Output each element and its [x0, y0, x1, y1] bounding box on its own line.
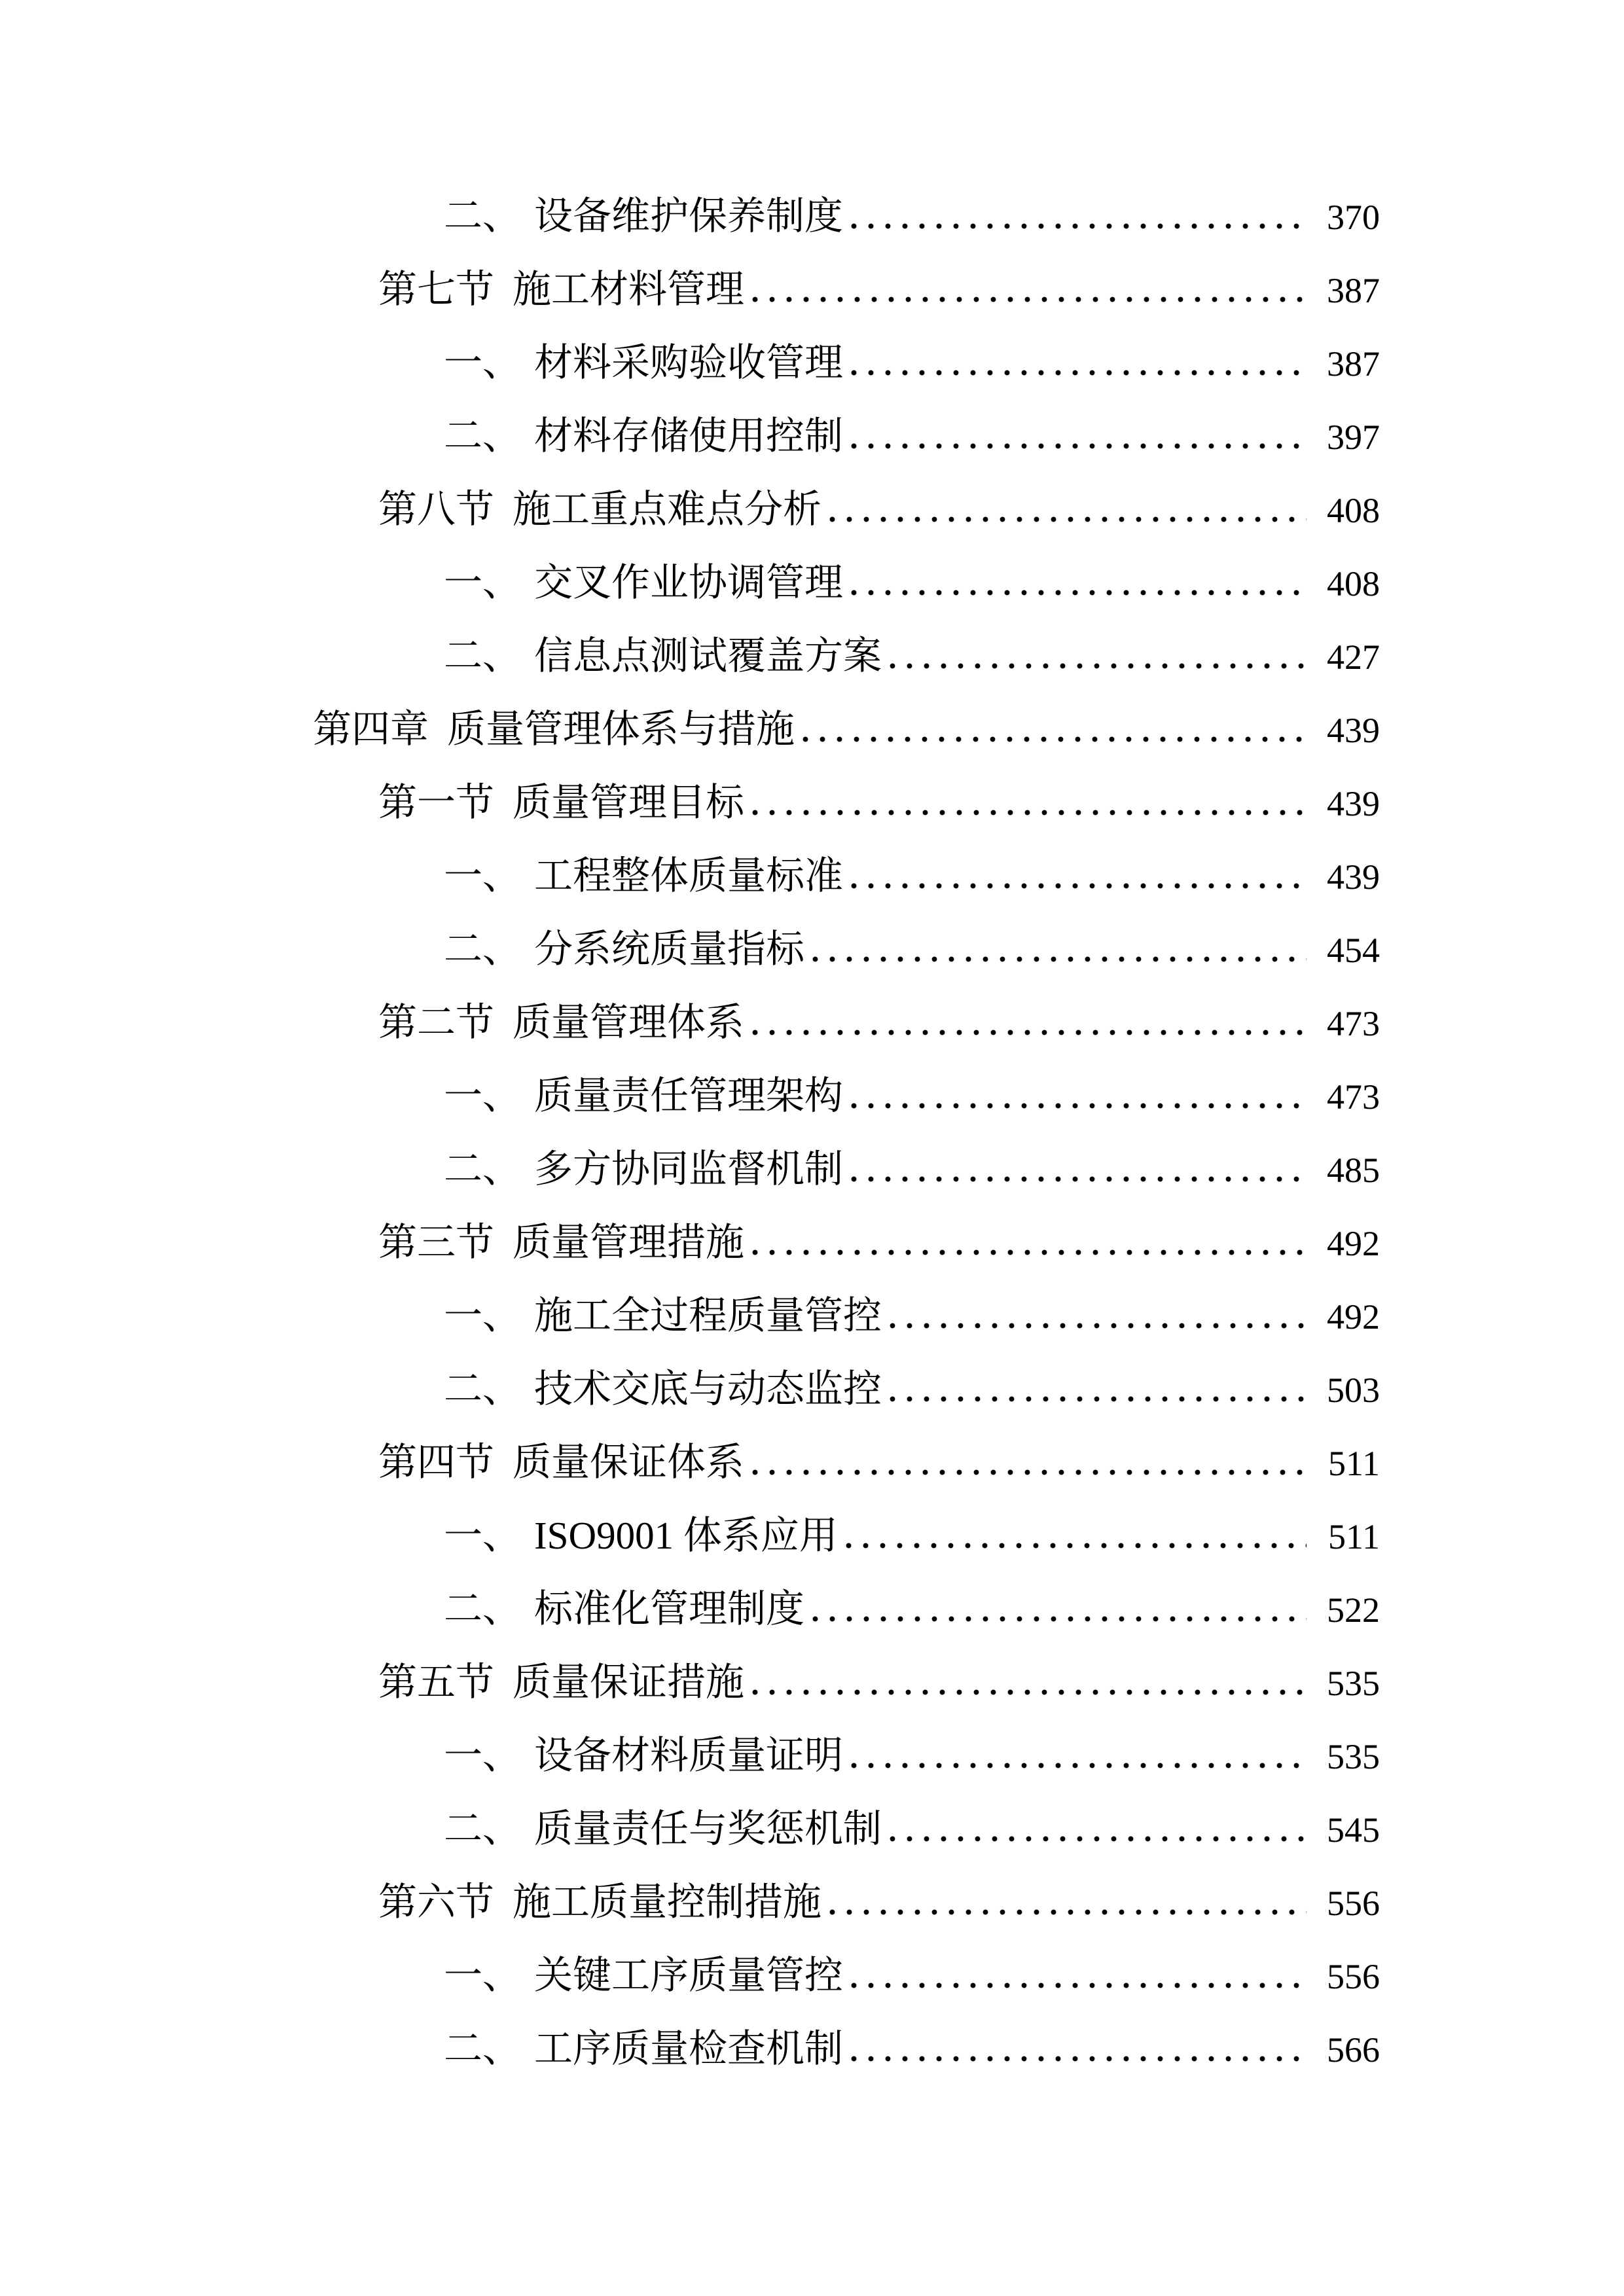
toc-entry-label: 一、 [444, 1734, 522, 1777]
toc-entry-sub[interactable] [313, 1572, 1380, 1645]
toc-entry-label: 二、 [444, 927, 522, 971]
toc-entry-page: 511 [1328, 1517, 1380, 1556]
dot-leader-icon [812, 956, 1307, 962]
toc-entry-label: 第一节 [378, 781, 495, 824]
toc-entry-label: 第三节 [378, 1221, 495, 1264]
toc-entry-page: 473 [1327, 1004, 1380, 1043]
toc-entry-label: 二、 [444, 1807, 522, 1850]
dot-leader-icon [890, 1836, 1307, 1842]
dot-leader-icon [846, 1543, 1307, 1549]
dot-leader-icon [851, 883, 1307, 889]
toc-entry-sub[interactable] [313, 1719, 1380, 1792]
toc-entry-title: 质量责任管理架构 [534, 1074, 844, 1117]
toc-entry-title: 材料存储使用控制 [534, 414, 844, 457]
toc-entry-page: 439 [1327, 857, 1380, 897]
dot-leader-icon [851, 443, 1307, 449]
dot-leader-icon [829, 1909, 1307, 1915]
toc-entry-title: 施工全过程质量管控 [534, 1294, 882, 1337]
toc-entry-label: 一、 [444, 1294, 522, 1337]
toc-entry-sub[interactable] [313, 1352, 1380, 1426]
toc-entry-label: 二、 [444, 1147, 522, 1191]
toc-entry-label: 一、 [444, 561, 522, 604]
toc-entry-page: 492 [1327, 1297, 1380, 1336]
dot-leader-icon [890, 1396, 1307, 1402]
toc-entry-title: 工程整体质量标准 [534, 854, 844, 897]
toc-entry-page: 439 [1327, 711, 1380, 750]
toc-entry-label: 二、 [444, 1367, 522, 1410]
toc-entry-title: 关键工序质量管控 [534, 1954, 844, 1997]
toc-entry-sub[interactable] [313, 1939, 1380, 2012]
dot-leader-icon [752, 1030, 1307, 1035]
toc-entry-page: 473 [1327, 1077, 1380, 1117]
dot-leader-icon [752, 810, 1307, 816]
toc-entry-section[interactable] [313, 1865, 1380, 1939]
toc-entry-title: 分系统质量指标 [534, 927, 805, 971]
toc-entry-label: 第六节 [378, 1880, 495, 1924]
toc-entry-label: 第四节 [378, 1441, 495, 1484]
toc-list [313, 179, 1380, 2085]
toc-entry-label: 第八节 [378, 488, 495, 531]
toc-entry-title: 信息点测试覆盖方案 [534, 634, 882, 677]
toc-entry-page: 370 [1327, 198, 1380, 237]
dot-leader-icon [851, 1176, 1307, 1182]
toc-entry-section[interactable] [313, 766, 1380, 839]
toc-entry-page: 556 [1327, 1957, 1380, 1996]
toc-entry-page: 566 [1327, 2030, 1380, 2070]
toc-entry-label: 二、 [444, 194, 522, 238]
toc-entry-title: 设备材料质量证明 [534, 1734, 844, 1777]
toc-entry-title: 质量保证体系 [513, 1441, 745, 1484]
toc-entry-title: 施工重点难点分析 [513, 488, 822, 531]
toc-entry-page: 408 [1327, 491, 1380, 530]
toc-entry-label: 一、 [444, 1954, 522, 1997]
dot-leader-icon [752, 1249, 1307, 1255]
toc-entry-sub[interactable] [313, 1132, 1380, 1206]
toc-entry-label: 二、 [444, 414, 522, 457]
toc-entry-page: 387 [1327, 271, 1380, 310]
toc-entry-label: 第五节 [378, 1660, 495, 1704]
toc-entry-title: 质量管理措施 [513, 1221, 745, 1264]
dot-leader-icon [890, 1323, 1307, 1329]
toc-entry-page: 427 [1327, 637, 1380, 677]
toc-entry-title: 质量管理体系 [513, 1001, 745, 1044]
toc-entry-label: 一、 [444, 1514, 522, 1557]
toc-entry-page: 556 [1327, 1884, 1380, 1923]
toc-entry-sub[interactable] [313, 1279, 1380, 1352]
toc-entry-label: 第四章 [313, 708, 429, 751]
toc-entry-sub[interactable] [313, 326, 1380, 399]
toc-entry-page: 387 [1327, 344, 1380, 384]
dot-leader-icon [812, 1616, 1307, 1622]
toc-entry-title: 质量管理目标 [513, 781, 745, 824]
toc-entry-section[interactable] [313, 253, 1380, 326]
toc-entry-label: 一、 [444, 1074, 522, 1117]
toc-entry-title: 质量保证措施 [513, 1660, 745, 1704]
toc-entry-section[interactable] [313, 986, 1380, 1059]
toc-entry-title: 标准化管理制度 [534, 1587, 805, 1630]
toc-entry-title: 质量管理体系与措施 [447, 708, 795, 751]
toc-entry-label: 一、 [444, 341, 522, 384]
toc-entry-title: 设备维护保养制度 [534, 194, 844, 238]
toc-entry-section[interactable] [313, 1426, 1380, 1499]
dot-leader-icon [851, 1103, 1307, 1109]
toc-entry-title: 材料采购验收管理 [534, 341, 844, 384]
dot-leader-icon [752, 1689, 1307, 1695]
toc-entry-section[interactable] [313, 1645, 1380, 1719]
toc-entry-page: 545 [1327, 1810, 1380, 1850]
toc-entry-label: 二、 [444, 634, 522, 677]
toc-entry-sub[interactable] [313, 2012, 1380, 2085]
toc-entry-sub[interactable] [313, 399, 1380, 473]
toc-entry-label: 二、 [444, 2027, 522, 2070]
toc-entry-page: 535 [1327, 1737, 1380, 1776]
dot-leader-icon [851, 223, 1307, 229]
toc-entry-sub[interactable] [313, 619, 1380, 692]
toc-entry-title: ISO9001 体系应用 [534, 1514, 838, 1557]
toc-entry-sub[interactable] [313, 179, 1380, 253]
toc-entry-section[interactable] [313, 473, 1380, 546]
toc-entry-page: 522 [1327, 1590, 1380, 1630]
toc-entry-sub[interactable] [313, 1792, 1380, 1865]
toc-entry-page: 408 [1327, 564, 1380, 603]
toc-entry-label: 第七节 [378, 268, 495, 311]
toc-entry-title: 多方协同监督机制 [534, 1147, 844, 1191]
toc-entry-label: 二、 [444, 1587, 522, 1630]
toc-entry-title: 施工质量控制措施 [513, 1880, 822, 1924]
dot-leader-icon [752, 296, 1307, 302]
toc-entry-title: 技术交底与动态监控 [534, 1367, 882, 1410]
toc-entry-label: 一、 [444, 854, 522, 897]
dot-leader-icon [851, 370, 1307, 376]
toc-entry-page: 454 [1327, 931, 1380, 970]
toc-entry-sub[interactable] [313, 546, 1380, 619]
dot-leader-icon [803, 736, 1307, 742]
dot-leader-icon [851, 2056, 1307, 2062]
toc-entry-page: 485 [1327, 1151, 1380, 1190]
dot-leader-icon [851, 590, 1307, 596]
toc-entry-title: 施工材料管理 [513, 268, 745, 311]
toc-entry-label: 第二节 [378, 1001, 495, 1044]
toc-entry-page: 535 [1327, 1664, 1380, 1703]
toc-entry-section[interactable] [313, 1206, 1380, 1279]
toc-entry-page: 492 [1327, 1224, 1380, 1263]
toc-entry-sub[interactable] [313, 912, 1380, 986]
toc-entry-title: 质量责任与奖惩机制 [534, 1807, 882, 1850]
dot-leader-icon [890, 663, 1307, 669]
toc-entry-sub[interactable] [313, 839, 1380, 912]
toc-entry-chapter[interactable] [313, 692, 1380, 766]
toc-entry-title: 交叉作业协调管理 [534, 561, 844, 604]
toc-entry-sub[interactable] [313, 1499, 1380, 1572]
dot-leader-icon [752, 1469, 1307, 1475]
toc-entry-page: 511 [1328, 1444, 1380, 1483]
toc-entry-page: 439 [1327, 784, 1380, 823]
toc-entry-page: 503 [1327, 1371, 1380, 1410]
toc-entry-page: 397 [1327, 418, 1380, 457]
dot-leader-icon [851, 1982, 1307, 1988]
dot-leader-icon [829, 516, 1307, 522]
toc-entry-title: 工序质量检查机制 [534, 2027, 844, 2070]
dot-leader-icon [851, 1763, 1307, 1768]
toc-entry-sub[interactable] [313, 1059, 1380, 1132]
